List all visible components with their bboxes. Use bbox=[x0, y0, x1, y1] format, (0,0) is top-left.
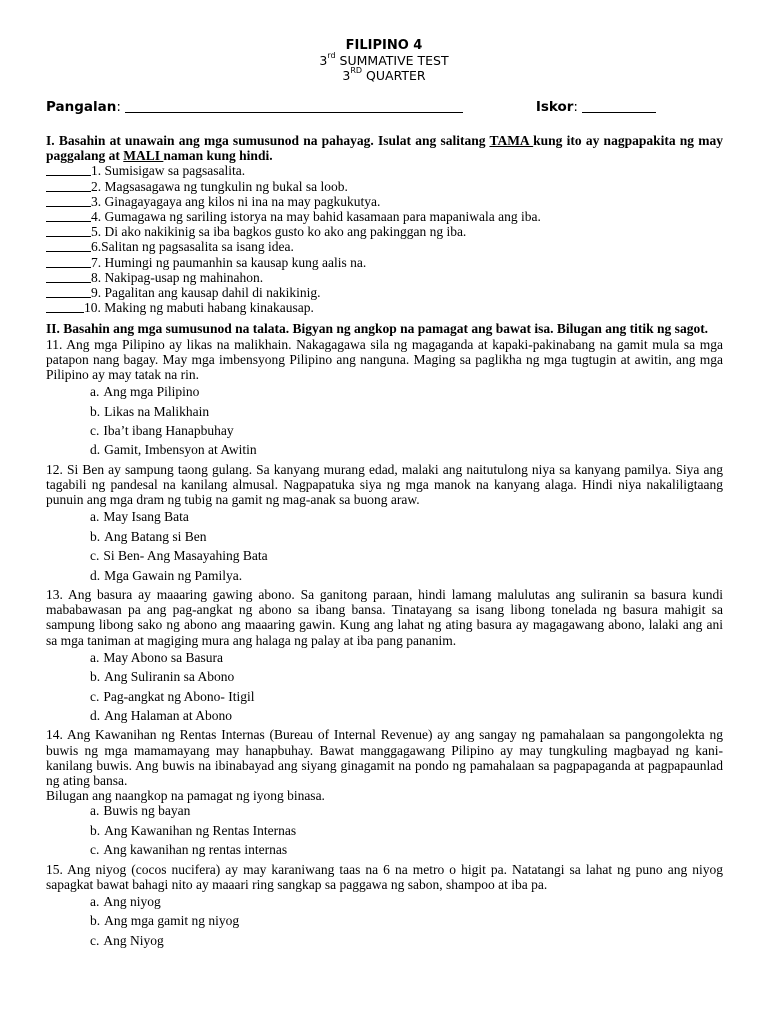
part1-item-list bbox=[46, 163, 723, 315]
choice-list bbox=[90, 509, 723, 582]
item-number: 10. bbox=[84, 300, 101, 316]
answer-item bbox=[46, 255, 723, 270]
choice-text: Ang niyog bbox=[103, 893, 161, 909]
answer-blank[interactable] bbox=[46, 285, 91, 298]
choice-text: Likas na Malikhain bbox=[104, 403, 210, 419]
item-text: Humingi ng paumanhin sa kausap kung aalis na. bbox=[104, 254, 367, 270]
answer-choice[interactable] bbox=[90, 823, 723, 838]
item-text: Salitan ng pagsasalita sa isang idea. bbox=[101, 239, 294, 255]
item-number: 9. bbox=[91, 285, 102, 301]
subject-title: FILIPINO 4 bbox=[345, 38, 423, 53]
answer-blank[interactable] bbox=[46, 270, 91, 283]
question-paragraph: 13. Ang basura ay maaaring gawing abono. Sa ganitong paraan, hindi lamang malulutas ang suliranin sa basura kundi mababawasan pa ang pag-angkat ng abono sa ibang bansa. Tinatayang sa isang libong tonelada ng basura mahigit sa sampung libong sako ng abono ang maaaring gawin. Kung ang lahat ng ating basura ay magagawang abono, lalaki ang ani sa mga taniman at magiging mura ang halaga ng palay at iba pang pananim. bbox=[46, 586, 723, 648]
choice-letter: c. bbox=[90, 548, 100, 564]
choice-list bbox=[90, 894, 723, 948]
choice-letter: a. bbox=[90, 803, 100, 819]
answer-choice[interactable] bbox=[90, 842, 723, 857]
choice-text: Ang Niyog bbox=[103, 932, 164, 948]
part1-instr-text-a: I. Basahin at unawain ang mga sumusunod na pahayag. Isulat ang salitang bbox=[46, 133, 490, 148]
answer-item bbox=[46, 300, 723, 315]
question-block bbox=[46, 462, 723, 583]
item-text: Ginagayagaya ang kilos ni ina na may pagkukutya. bbox=[104, 193, 381, 209]
item-number: 4. bbox=[91, 209, 102, 225]
choice-letter: d. bbox=[90, 442, 101, 458]
choice-list bbox=[90, 803, 723, 857]
item-number: 3. bbox=[91, 193, 102, 209]
choice-letter: a. bbox=[90, 649, 100, 665]
item-text: Magsasagawa ng tungkulin ng bukal sa loob. bbox=[104, 178, 348, 194]
question-block bbox=[46, 337, 723, 458]
answer-choice[interactable] bbox=[90, 568, 723, 583]
answer-blank[interactable] bbox=[46, 224, 91, 237]
answer-item bbox=[46, 285, 723, 300]
score-blank[interactable] bbox=[582, 98, 656, 113]
choice-letter: d. bbox=[90, 567, 101, 583]
test-title bbox=[0, 53, 768, 68]
quarter-ordinal: RD bbox=[350, 66, 363, 75]
answer-item bbox=[46, 270, 723, 285]
test-label: SUMMATIVE TEST bbox=[335, 53, 449, 68]
name-blank[interactable] bbox=[125, 98, 463, 113]
part2-question-list bbox=[46, 337, 723, 948]
question-block bbox=[46, 862, 723, 948]
choice-letter: b. bbox=[90, 913, 101, 929]
question-paragraph: 14. Ang Kawanihan ng Rentas Internas (Bureau of Internal Revenue) ay ang sangay ng pamahalaan sa pangongolekta ng buwis ng mga mamamayang may hanapbuhay. Bawat manggagawang Pilipino ay may tungkuling magbayad ng kani-kanilang buwis. Ang buwis na ibinabayad ang siyang ginagamit na pondo ng pamahalaan sa pagpapaganda at pagpapaunlad ng ating bansa. bbox=[46, 727, 723, 788]
quarter-number: 3 bbox=[342, 68, 351, 83]
item-number: 1. bbox=[91, 163, 102, 179]
choice-letter: c. bbox=[90, 688, 100, 704]
question-paragraph: 15. Ang niyog (cocos nucifera) ay may karaniwang taas na 6 na metro o higit pa. Natatangi sa lahat ng puno ang niyog sapagkat bawat bahagi nito ay maaari ring sangkap sa paggawa ng sabon, shampoo at iba pa. bbox=[46, 861, 723, 892]
item-text: Nakipag-usap ng mahinahon. bbox=[104, 269, 264, 285]
item-number: 8. bbox=[91, 269, 102, 285]
choice-text: Ang mga gamit ng niyog bbox=[104, 913, 240, 929]
answer-choice[interactable] bbox=[90, 689, 723, 704]
choice-letter: a. bbox=[90, 509, 100, 525]
answer-blank[interactable] bbox=[46, 179, 91, 192]
answer-choice[interactable] bbox=[90, 650, 723, 665]
choice-list bbox=[90, 650, 723, 723]
choice-letter: d. bbox=[90, 707, 101, 723]
answer-choice[interactable] bbox=[90, 803, 723, 818]
test-ordinal: rd bbox=[327, 51, 336, 60]
choice-text: Iba’t ibang Hanapbuhay bbox=[103, 423, 234, 439]
quarter-label: QUARTER bbox=[362, 68, 426, 83]
choice-text: Ang Suliranin sa Abono bbox=[104, 669, 235, 685]
choice-letter: b. bbox=[90, 669, 101, 685]
answer-choice[interactable] bbox=[90, 529, 723, 544]
question-block bbox=[46, 587, 723, 723]
answer-choice[interactable] bbox=[90, 913, 723, 928]
answer-choice[interactable] bbox=[90, 708, 723, 723]
choice-letter: c. bbox=[90, 842, 100, 858]
question-instruction: Bilugan ang naangkop na pamagat ng iyong binasa. bbox=[46, 788, 325, 804]
choice-list bbox=[90, 384, 723, 457]
choice-text: May Isang Bata bbox=[103, 509, 189, 525]
choice-letter: b. bbox=[90, 528, 101, 544]
choice-letter: c. bbox=[90, 423, 100, 439]
answer-choice[interactable] bbox=[90, 423, 723, 438]
choice-letter: b. bbox=[90, 403, 101, 419]
test-number: 3 bbox=[319, 53, 328, 68]
item-text: Sumisigaw sa pagsasalita. bbox=[104, 163, 246, 179]
answer-choice[interactable] bbox=[90, 384, 723, 399]
question-paragraph: 12. Si Ben ay sampung taong gulang. Sa kanyang murang edad, malaki ang naitutulong niya sa kanyang pamilya. Siya ang tagabili ng pandesal na kanilang almusal. Nagpapatuka siya ng mga manok na kanyang alaga. Hindi niya nakaliligtaang punuin ang mga dram ng tubig na gamit ng mag-anak sa buong araw. bbox=[46, 461, 723, 508]
answer-blank[interactable] bbox=[46, 194, 91, 207]
item-text: Pagalitan ang kausap dahil di nakikinig. bbox=[104, 285, 321, 301]
answer-choice[interactable] bbox=[90, 404, 723, 419]
answer-item bbox=[46, 163, 723, 178]
name-label: Pangalan bbox=[46, 99, 117, 115]
choice-letter: c. bbox=[90, 932, 100, 948]
answer-choice[interactable] bbox=[90, 894, 723, 909]
choice-text: Ang Batang si Ben bbox=[104, 528, 207, 544]
answer-blank[interactable] bbox=[46, 239, 91, 252]
choice-text: Mga Gawain ng Pamilya. bbox=[104, 567, 243, 583]
answer-choice[interactable] bbox=[90, 548, 723, 563]
answer-item bbox=[46, 224, 723, 239]
answer-item bbox=[46, 209, 723, 224]
worksheet-content bbox=[46, 133, 723, 952]
item-number: 6. bbox=[91, 239, 102, 255]
choice-letter: b. bbox=[90, 822, 101, 838]
choice-text: Pag-angkat ng Abono- Itigil bbox=[103, 688, 255, 704]
choice-text: Ang Halaman at Abono bbox=[104, 707, 232, 723]
answer-item bbox=[46, 179, 723, 194]
choice-text: Ang Kawanihan ng Rentas Internas bbox=[104, 822, 297, 838]
part1-instructions bbox=[46, 133, 723, 163]
score-label: Iskor bbox=[535, 99, 574, 115]
choice-letter: a. bbox=[90, 384, 100, 400]
answer-blank[interactable] bbox=[46, 255, 91, 268]
answer-choice[interactable] bbox=[90, 509, 723, 524]
mali-keyword: MALI bbox=[123, 148, 164, 164]
answer-blank[interactable] bbox=[46, 163, 91, 176]
answer-choice[interactable] bbox=[90, 933, 723, 948]
question-paragraph: 11. Ang mga Pilipino ay likas na malikhain. Nakagagawa sila ng magaganda at kapaki-pakinabang na gamit mula sa mga patapon nang bagay. May mga imbensyong Pilipino ang nanguna. Maging sa paglikha ng mga tugtugin at awitin, ang mga Pilipino ay may tatak na rin. bbox=[46, 336, 723, 383]
choice-text: Si Ben- Ang Masayahing Bata bbox=[103, 548, 268, 564]
item-number: 5. bbox=[91, 224, 102, 240]
item-number: 7. bbox=[91, 254, 102, 270]
part1-instr-text-b: kung ito ay nagpapakita ng may paggalang at bbox=[46, 133, 724, 164]
item-text: Di ako nakikinig sa iba bagkos gusto ko ako ang pakinggan ng iba. bbox=[104, 224, 467, 240]
tama-keyword: TAMA bbox=[489, 133, 534, 148]
answer-blank[interactable] bbox=[46, 209, 91, 222]
choice-letter: a. bbox=[90, 893, 100, 909]
item-text: Making ng mabuti habang kinakausap. bbox=[104, 300, 314, 316]
question-block bbox=[46, 727, 723, 857]
choice-text: Ang kawanihan ng rentas internas bbox=[103, 842, 288, 858]
choice-text: Buwis ng bayan bbox=[103, 803, 191, 819]
answer-choice[interactable] bbox=[90, 442, 723, 457]
answer-blank[interactable] bbox=[46, 300, 84, 313]
quarter-title bbox=[0, 68, 768, 83]
item-number: 2. bbox=[91, 178, 102, 194]
item-text: Gumagawa ng sariling istorya na may bahid kasamaan para mapaniwala ang iba. bbox=[104, 209, 541, 225]
part2-instructions: II. Basahin ang mga sumusunod na talata. Bigyan ng angkop na pamagat ang bawat isa. Bilugan ang titik ng sagot. bbox=[46, 321, 709, 337]
answer-item bbox=[46, 194, 723, 209]
answer-item bbox=[46, 239, 723, 254]
answer-choice[interactable] bbox=[90, 669, 723, 684]
part1-instr-text-c: naman kung hindi. bbox=[163, 148, 273, 164]
worksheet-header bbox=[0, 38, 768, 83]
name-score-line: Pangalan: Iskor: bbox=[46, 98, 726, 116]
choice-text: Ang mga Pilipino bbox=[103, 384, 200, 400]
choice-text: May Abono sa Basura bbox=[103, 649, 223, 665]
choice-text: Gamit, Imbensyon at Awitin bbox=[104, 442, 257, 458]
